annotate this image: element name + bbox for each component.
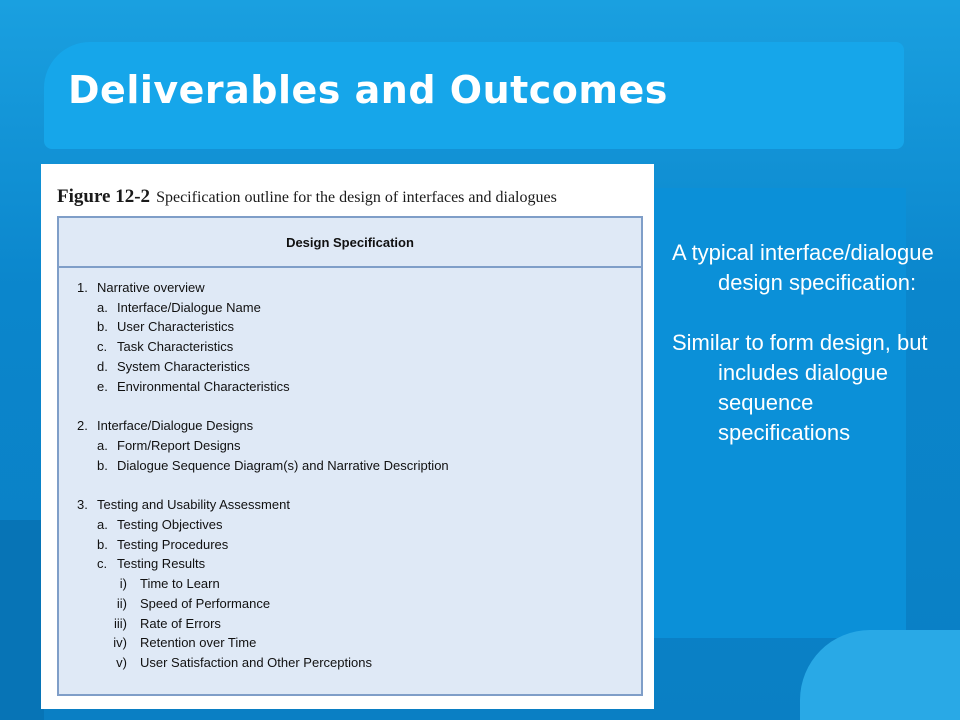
figure-description: Specification outline for the design of interfaces and dialogues (156, 189, 557, 206)
outline-item-text: User Characteristics (117, 319, 235, 335)
side-text (672, 238, 942, 448)
outline-item-text: Retention over Time (140, 635, 257, 651)
design-specification-title: Design Specification (59, 218, 641, 268)
outline-item-marker: b. (97, 319, 108, 335)
outline-item-marker: 1. (77, 280, 88, 295)
outline-item-marker: 3. (77, 497, 88, 513)
outline-item-text: Testing Objectives (117, 517, 223, 532)
outline-item-marker: b. (97, 536, 108, 552)
outline-item-marker: a. (97, 437, 108, 453)
outline-item-marker: e. (97, 378, 108, 394)
outline-item-text: Time to Learn (140, 576, 220, 592)
outline-item-marker: i) (119, 576, 127, 592)
design-specification-box (57, 216, 643, 696)
outline-item-text: User Satisfaction and Other Perceptions (140, 654, 372, 670)
outline-item-text: Task Characteristics (117, 339, 234, 355)
outline-item-marker: iii) (114, 615, 127, 631)
side-paragraph-1: A typical interface/dialogue design specification: (672, 240, 934, 295)
outline-item-text: Testing Procedures (117, 536, 229, 552)
outline-item-text: Environmental Characteristics (117, 378, 290, 394)
figure-caption (57, 186, 557, 208)
outline-item-text: Dialogue Sequence Diagram(s) and Narrative Description (117, 457, 449, 473)
outline-item-text: Testing Results (117, 556, 206, 572)
outline-item-text: Rate of Errors (140, 615, 221, 631)
outline-item-text: Interface/Dialogue Designs (97, 418, 254, 434)
outline-item-marker: iv) (113, 635, 127, 651)
background-decoration-left (0, 520, 44, 720)
outline-item-text: System Characteristics (117, 358, 250, 374)
outline-item-text: Interface/Dialogue Name (117, 299, 261, 315)
figure-number: Figure 12-2 (57, 186, 151, 207)
outline-item-marker: a. (97, 517, 108, 532)
outline-item-marker: a. (97, 299, 108, 315)
outline-item-text: Narrative overview (97, 280, 205, 295)
outline-item-marker: b. (97, 457, 108, 473)
outline-item-text: Testing and Usability Assessment (97, 497, 290, 513)
outline-item-text: Form/Report Designs (117, 437, 241, 453)
outline-item-marker: d. (97, 358, 108, 374)
outline-item-marker: c. (97, 339, 108, 355)
outline-item-marker: c. (97, 556, 108, 572)
figure-image (41, 164, 654, 709)
slide-title: Deliverables and Outcomes (68, 68, 668, 112)
outline-item-text: Speed of Performance (140, 595, 271, 611)
outline-item-marker: v) (116, 654, 127, 670)
outline-item-marker: ii) (116, 595, 127, 611)
outline-item-marker: 2. (77, 418, 88, 434)
side-paragraph-2: Similar to form design, but includes dialogue sequence specifications (672, 330, 928, 445)
